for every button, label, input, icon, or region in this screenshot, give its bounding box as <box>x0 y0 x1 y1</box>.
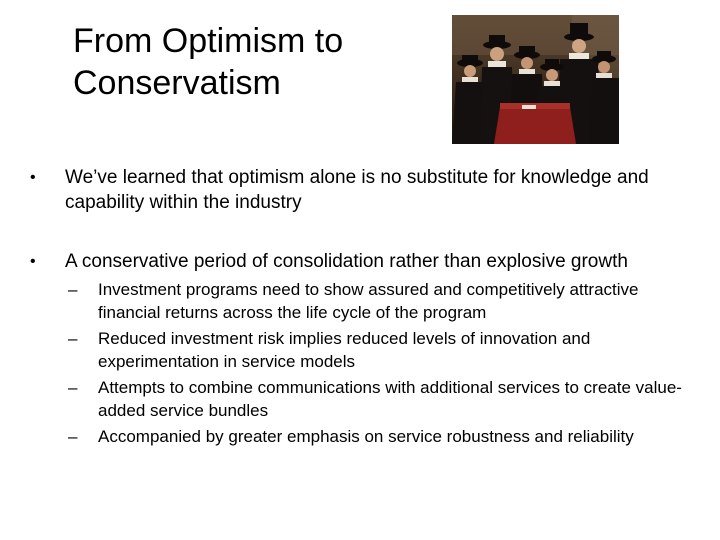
slide-title <box>73 20 433 104</box>
bullet-item <box>30 249 690 274</box>
sub-bullet-marker: – <box>68 427 78 446</box>
sub-bullet-item <box>68 376 688 422</box>
slide-title-line-2: Conservatism <box>73 64 281 102</box>
sub-bullet-text: Attempts to combine communications with additional services to create value-added service bundles <box>98 378 682 420</box>
painting-image <box>452 15 619 144</box>
sub-bullet-text: Accompanied by greater emphasis on service robustness and reliability <box>98 427 634 446</box>
sub-bullet-text: Investment programs need to show assured and competitively attractive financial returns across the life cycle of the program <box>98 280 639 322</box>
sub-bullet-item <box>68 278 688 324</box>
sub-bullet-text: Reduced investment risk implies reduced levels of innovation and experimentation in service models <box>98 329 591 371</box>
bullet-marker: • <box>30 253 36 270</box>
bullet-marker: • <box>30 169 36 186</box>
bullet-list <box>30 165 690 451</box>
slide-title-line-1: From Optimism to <box>73 22 344 60</box>
sub-bullet-marker: – <box>68 378 78 397</box>
sub-bullet-marker: – <box>68 280 78 299</box>
bullet-item <box>30 165 690 215</box>
bullet-text: We’ve learned that optimism alone is no substitute for knowledge and capability within the industry <box>65 167 649 213</box>
sub-bullet-list <box>68 278 688 448</box>
sub-bullet-item <box>68 425 688 448</box>
bullet-text: A conservative period of consolidation rather than explosive growth <box>65 251 628 272</box>
sub-bullet-item <box>68 327 688 373</box>
sub-bullet-marker: – <box>68 329 78 348</box>
